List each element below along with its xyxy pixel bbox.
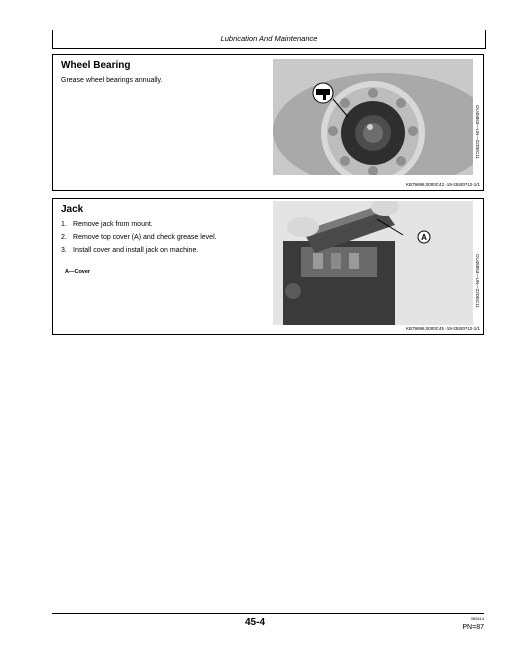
photo-code: OU45853—UN—22DEC11: [475, 254, 480, 308]
revision-code: 060414: [470, 616, 484, 621]
reference-code: KB79698,0000C43 -19-25SEP12-1/1: [405, 182, 480, 187]
photo-code: OU45863—UN—22DEC11: [475, 105, 480, 159]
reference-code: KB79698,0000C45 -19-25SEP12-1/1: [405, 326, 480, 331]
section-wheel-bearing: [52, 54, 484, 191]
wheel-hub-illustration: [273, 59, 473, 175]
list-item: 3. Install cover and install jack on machine.: [61, 247, 199, 254]
step-list: [61, 221, 217, 260]
jack-illustration: [273, 201, 473, 325]
section-title: Jack: [61, 204, 84, 215]
page-number: 45-4: [244, 617, 265, 628]
callout-letter: A: [421, 233, 427, 242]
list-item: 2. Remove top cover (A) and check grease level.: [61, 234, 217, 241]
section-title: Wheel Bearing: [61, 60, 131, 71]
callout-a-icon: [417, 230, 431, 244]
section-jack: [52, 198, 484, 335]
section-body: Grease wheel bearings annually.: [61, 77, 163, 84]
jack-photo: [273, 201, 473, 325]
header-title: Lubrication And Maintenance: [220, 34, 318, 43]
page-header: [52, 30, 486, 49]
footer-divider: [52, 613, 484, 614]
callout-legend: A—Cover: [65, 269, 91, 275]
wheel-hub-photo: [273, 59, 473, 175]
page-pn: PN=87: [462, 624, 484, 631]
list-item: 1. Remove jack from mount.: [61, 221, 153, 228]
